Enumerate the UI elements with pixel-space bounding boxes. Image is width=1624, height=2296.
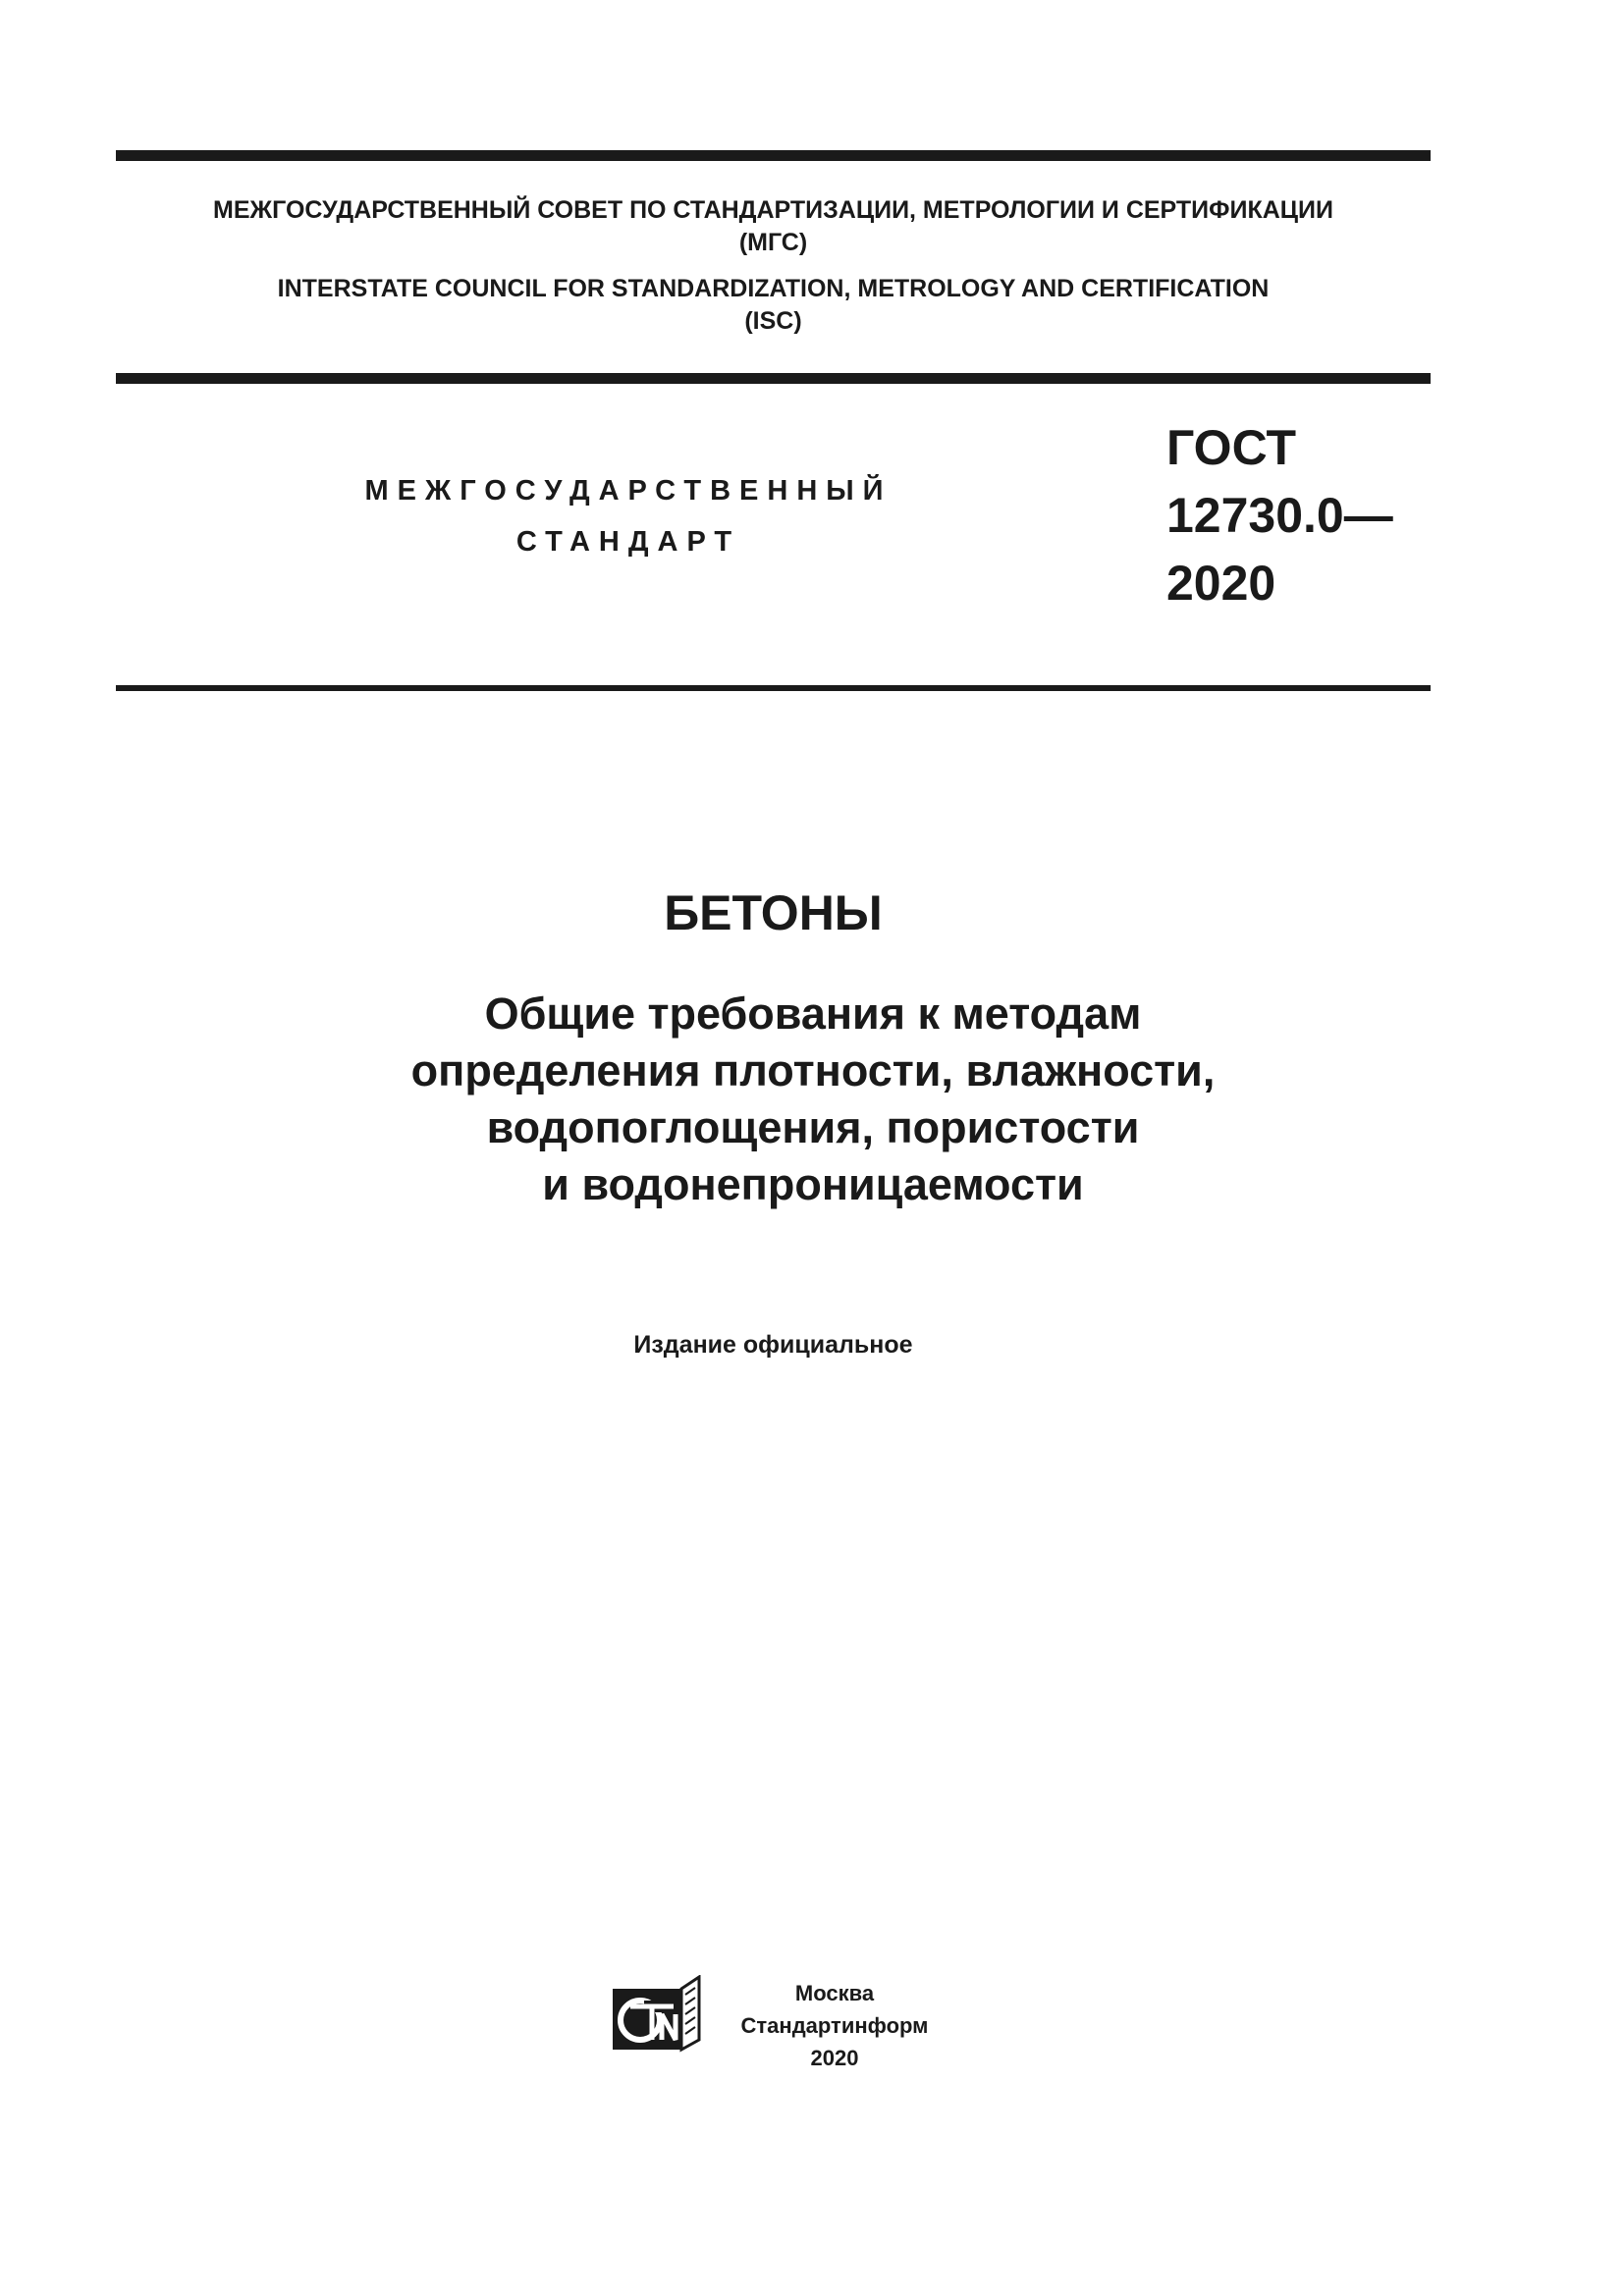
designation-prefix: ГОСТ xyxy=(1166,420,1296,475)
standard-kind xyxy=(275,465,982,567)
publisher-city: Москва xyxy=(794,1981,875,2005)
subtitle-line: определения плотности, влажности, xyxy=(410,1045,1216,1095)
middle-rule xyxy=(116,373,1431,384)
designation-number: 12730.0— xyxy=(1166,488,1393,543)
publisher-name: Стандартинформ xyxy=(740,2013,929,2038)
publisher-block xyxy=(717,1977,952,2074)
standard-designation xyxy=(1166,414,1393,617)
document-subtitle xyxy=(116,986,1510,1213)
subtitle-line: Общие требования к методам xyxy=(484,988,1142,1039)
council-abbr-ru: (МГС) xyxy=(738,229,808,256)
designation-year: 2020 xyxy=(1166,556,1276,611)
council-name-ru-text: МЕЖГОСУДАРСТВЕННЫЙ СОВЕТ ПО СТАНДАРТИЗАЦИИ, МЕТРОЛОГИИ И СЕРТИФИКАЦИИ xyxy=(213,196,1333,224)
top-rule xyxy=(116,150,1431,161)
publisher-logo-icon xyxy=(611,1975,705,2056)
bottom-rule xyxy=(116,685,1431,691)
council-abbr-en: (ISC) xyxy=(744,307,802,335)
council-name-en xyxy=(116,273,1431,338)
standard-kind-line1: МЕЖГОСУДАРСТВЕННЫЙ xyxy=(364,475,893,507)
document-title: БЕТОНЫ xyxy=(664,885,883,940)
publisher-year: 2020 xyxy=(810,2046,859,2070)
edition-label: Издание официальное xyxy=(633,1331,913,1359)
council-name-ru xyxy=(116,194,1431,259)
subtitle-line: водопоглощения, пористости xyxy=(486,1102,1140,1152)
standard-kind-line2: СТАНДАРТ xyxy=(515,526,741,558)
council-name-en-text: INTERSTATE COUNCIL FOR STANDARDIZATION, METROLOGY AND CERTIFICATION xyxy=(277,275,1270,302)
subtitle-line: и водонепроницаемости xyxy=(542,1159,1084,1209)
